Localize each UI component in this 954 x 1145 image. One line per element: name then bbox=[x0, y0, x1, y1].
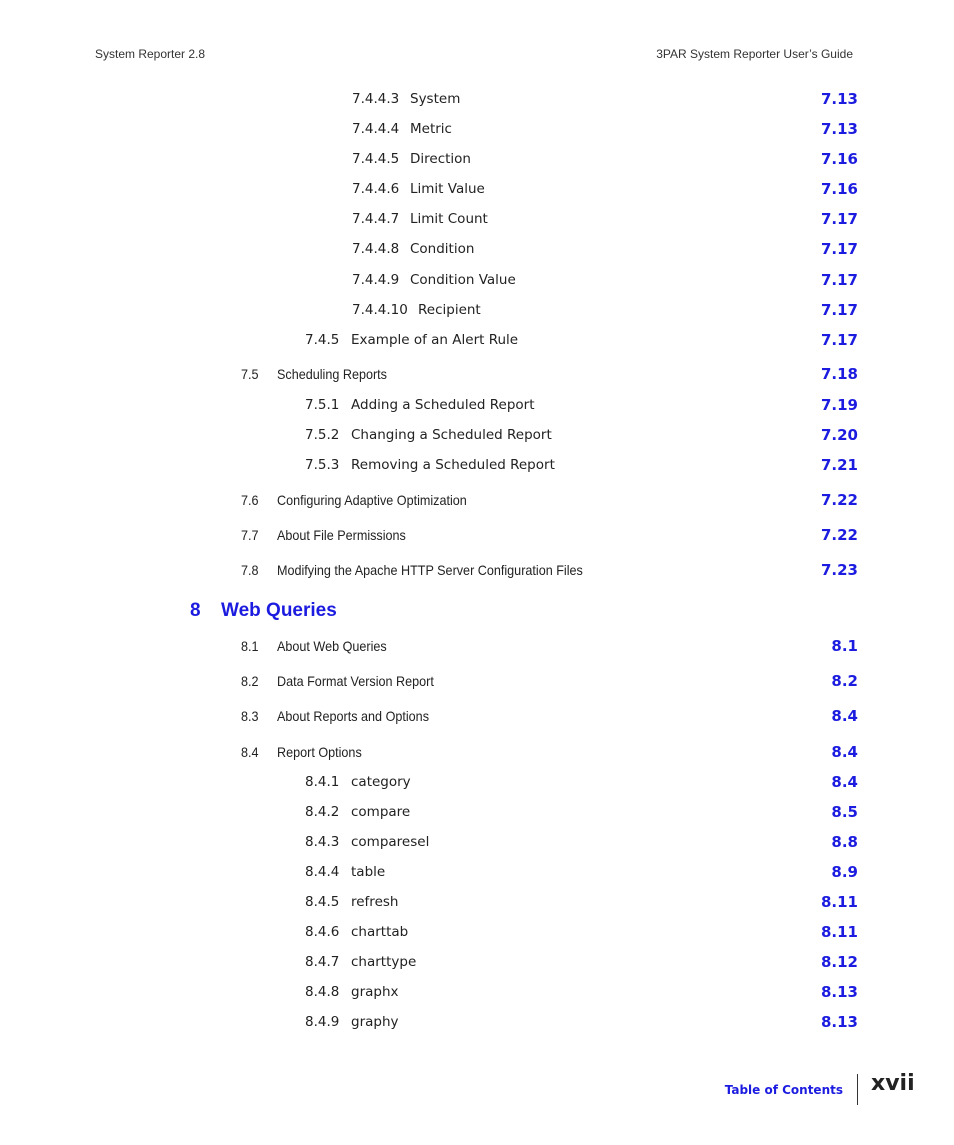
toc-entry[interactable] bbox=[0, 330, 954, 350]
toc-entry-page-link[interactable]: 7.17 bbox=[820, 271, 858, 289]
toc-entry-page-link[interactable]: 8.5 bbox=[831, 803, 858, 821]
toc-entry-number: 7.4.4.4 bbox=[352, 121, 400, 137]
toc-entry[interactable] bbox=[0, 636, 954, 656]
toc-entry[interactable] bbox=[0, 395, 954, 415]
toc-entry-page-link[interactable]: 8.13 bbox=[820, 1013, 858, 1031]
footer-page-number: xvii bbox=[871, 1071, 915, 1096]
toc-entry-title: Changing a Scheduled Report bbox=[351, 427, 552, 443]
toc-entry[interactable] bbox=[0, 455, 954, 475]
toc-entry-title: charttype bbox=[351, 954, 417, 970]
toc-entry[interactable] bbox=[0, 560, 954, 580]
toc-entry-number: 8.4.3 bbox=[305, 834, 340, 850]
toc-entry-title: graphy bbox=[351, 1014, 399, 1030]
toc-entry[interactable] bbox=[0, 209, 954, 229]
toc-entry[interactable] bbox=[0, 982, 954, 1002]
toc-entry[interactable] bbox=[0, 300, 954, 320]
toc-entry-title: graphx bbox=[351, 984, 399, 1000]
toc-entry-page-link[interactable]: 7.17 bbox=[820, 331, 858, 349]
toc-entry-number: 7.4.4.7 bbox=[352, 211, 400, 227]
toc-entry-page-link[interactable]: 7.19 bbox=[820, 396, 858, 414]
toc-entry[interactable] bbox=[0, 706, 954, 726]
toc-entry-number: 7.4.4.6 bbox=[352, 181, 400, 197]
toc-entry[interactable] bbox=[0, 1012, 954, 1032]
toc-entry[interactable] bbox=[0, 671, 954, 691]
toc-entry[interactable] bbox=[0, 525, 954, 545]
toc-entry-title: Metric bbox=[410, 121, 452, 137]
toc-entry-page-link[interactable]: 8.4 bbox=[831, 707, 858, 725]
toc-chapter-heading[interactable] bbox=[0, 599, 954, 623]
toc-entry-page-link[interactable]: 7.22 bbox=[820, 491, 858, 509]
toc-entry-title: Direction bbox=[410, 151, 471, 167]
chapter-number: 8 bbox=[190, 600, 201, 621]
toc-entry[interactable] bbox=[0, 802, 954, 822]
toc-entry-number: 7.4.4.9 bbox=[352, 272, 400, 288]
toc-entry-page-link[interactable]: 7.16 bbox=[820, 150, 858, 168]
running-header-right: 3PAR System Reporter User’s Guide bbox=[656, 47, 853, 61]
toc-entry-title: About File Permissions bbox=[277, 527, 406, 543]
toc-entry-page-link[interactable]: 8.12 bbox=[820, 953, 858, 971]
toc-entry-title: Limit Count bbox=[410, 211, 488, 227]
toc-entry-page-link[interactable]: 8.9 bbox=[831, 863, 858, 881]
toc-entry-number: 8.2 bbox=[241, 673, 259, 689]
toc-entry-number: 8.4.7 bbox=[305, 954, 340, 970]
toc-entry-page-link[interactable]: 7.23 bbox=[820, 561, 858, 579]
toc-entry-page-link[interactable]: 8.13 bbox=[820, 983, 858, 1001]
toc-entry-number: 8.4.9 bbox=[305, 1014, 340, 1030]
toc-entry-title: refresh bbox=[351, 894, 399, 910]
toc-entry-page-link[interactable]: 7.13 bbox=[820, 90, 858, 108]
toc-entry[interactable] bbox=[0, 922, 954, 942]
footer-divider bbox=[857, 1074, 858, 1105]
toc-entry-number: 7.5.2 bbox=[305, 427, 340, 443]
toc-entry-title: Example of an Alert Rule bbox=[351, 332, 519, 348]
toc-entry[interactable] bbox=[0, 742, 954, 762]
toc-entry-page-link[interactable]: 7.20 bbox=[820, 426, 858, 444]
toc-entry-number: 8.4 bbox=[241, 744, 259, 760]
toc-entry[interactable] bbox=[0, 952, 954, 972]
toc-entry-page-link[interactable]: 7.17 bbox=[820, 240, 858, 258]
toc-entry-title: Adding a Scheduled Report bbox=[351, 397, 535, 413]
toc-entry-page-link[interactable]: 7.13 bbox=[820, 120, 858, 138]
toc-entry-title: Report Options bbox=[277, 744, 362, 760]
toc-entry[interactable] bbox=[0, 149, 954, 169]
toc-entry-title: compare bbox=[351, 804, 411, 820]
toc-entry-page-link[interactable]: 7.21 bbox=[820, 456, 858, 474]
toc-entry-title: charttab bbox=[351, 924, 409, 940]
toc-entry-page-link[interactable]: 8.4 bbox=[831, 743, 858, 761]
toc-entry-title: Condition Value bbox=[410, 272, 516, 288]
toc-entry[interactable] bbox=[0, 119, 954, 139]
toc-entry-number: 7.5 bbox=[241, 366, 259, 382]
toc-entry-number: 8.4.4 bbox=[305, 864, 340, 880]
toc-entry-number: 7.6 bbox=[241, 492, 259, 508]
toc-entry-title: Data Format Version Report bbox=[277, 673, 434, 689]
toc-entry[interactable] bbox=[0, 364, 954, 384]
toc-entry[interactable] bbox=[0, 772, 954, 792]
toc-entry-page-link[interactable]: 7.17 bbox=[820, 301, 858, 319]
toc-entry-title: About Reports and Options bbox=[277, 708, 430, 724]
toc-entry-number: 7.7 bbox=[241, 527, 259, 543]
toc-entry[interactable] bbox=[0, 425, 954, 445]
toc-entry-page-link[interactable]: 8.1 bbox=[831, 637, 858, 655]
toc-entry-page-link[interactable]: 8.8 bbox=[831, 833, 858, 851]
toc-entry-title: About Web Queries bbox=[277, 638, 387, 654]
toc-entry-title: Condition bbox=[410, 241, 475, 257]
toc-entry[interactable] bbox=[0, 89, 954, 109]
toc-entry-page-link[interactable]: 8.11 bbox=[820, 893, 858, 911]
toc-entry[interactable] bbox=[0, 832, 954, 852]
toc-entry-number: 8.4.8 bbox=[305, 984, 340, 1000]
toc-entry-number: 7.4.4.8 bbox=[352, 241, 400, 257]
toc-entry-number: 7.8 bbox=[241, 562, 259, 578]
toc-entry-title: table bbox=[351, 864, 386, 880]
toc-entry-number: 8.3 bbox=[241, 708, 259, 724]
toc-entry-number: 7.4.4.3 bbox=[352, 91, 400, 107]
toc-entry-number: 7.4.4.10 bbox=[352, 302, 408, 318]
toc-entry-title: Recipient bbox=[418, 302, 481, 318]
toc-entry-page-link[interactable]: 7.22 bbox=[820, 526, 858, 544]
toc-entry-number: 8.4.1 bbox=[305, 774, 340, 790]
toc-entry-number: 8.4.6 bbox=[305, 924, 340, 940]
toc-entry[interactable] bbox=[0, 179, 954, 199]
toc-entry-number: 7.5.3 bbox=[305, 457, 340, 473]
toc-entry[interactable] bbox=[0, 270, 954, 290]
running-header-left: System Reporter 2.8 bbox=[95, 47, 206, 61]
footer-section-label: Table of Contents bbox=[724, 1083, 843, 1097]
toc-entry-title: category bbox=[351, 774, 411, 790]
toc-entry[interactable] bbox=[0, 490, 954, 510]
chapter-title-link[interactable]: Web Queries bbox=[221, 600, 337, 621]
toc-entry[interactable] bbox=[0, 239, 954, 259]
toc-entry-title: Scheduling Reports bbox=[277, 366, 387, 382]
toc-entry-title: Modifying the Apache HTTP Server Configuration Files bbox=[277, 562, 583, 578]
toc-entry-page-link[interactable]: 7.18 bbox=[820, 365, 858, 383]
toc-entry[interactable] bbox=[0, 892, 954, 912]
toc-entry-number: 8.4.5 bbox=[305, 894, 340, 910]
toc-entry-page-link[interactable]: 8.4 bbox=[831, 773, 858, 791]
toc-entry-title: Limit Value bbox=[410, 181, 485, 197]
toc-entry-page-link[interactable]: 8.2 bbox=[831, 672, 858, 690]
toc-entry-page-link[interactable]: 8.11 bbox=[820, 923, 858, 941]
toc-entry[interactable] bbox=[0, 862, 954, 882]
toc-entry-title: System bbox=[410, 91, 461, 107]
toc-entry-page-link[interactable]: 7.17 bbox=[820, 210, 858, 228]
toc-entry-number: 7.4.4.5 bbox=[352, 151, 400, 167]
toc-entry-title: Configuring Adaptive Optimization bbox=[277, 492, 467, 508]
toc-entry-page-link[interactable]: 7.16 bbox=[820, 180, 858, 198]
toc-entry-number: 7.4.5 bbox=[305, 332, 340, 348]
toc-entry-number: 8.1 bbox=[241, 638, 259, 654]
toc-entry-title: comparesel bbox=[351, 834, 430, 850]
toc-entry-number: 7.5.1 bbox=[305, 397, 340, 413]
toc-entry-title: Removing a Scheduled Report bbox=[351, 457, 555, 473]
toc-entry-number: 8.4.2 bbox=[305, 804, 340, 820]
